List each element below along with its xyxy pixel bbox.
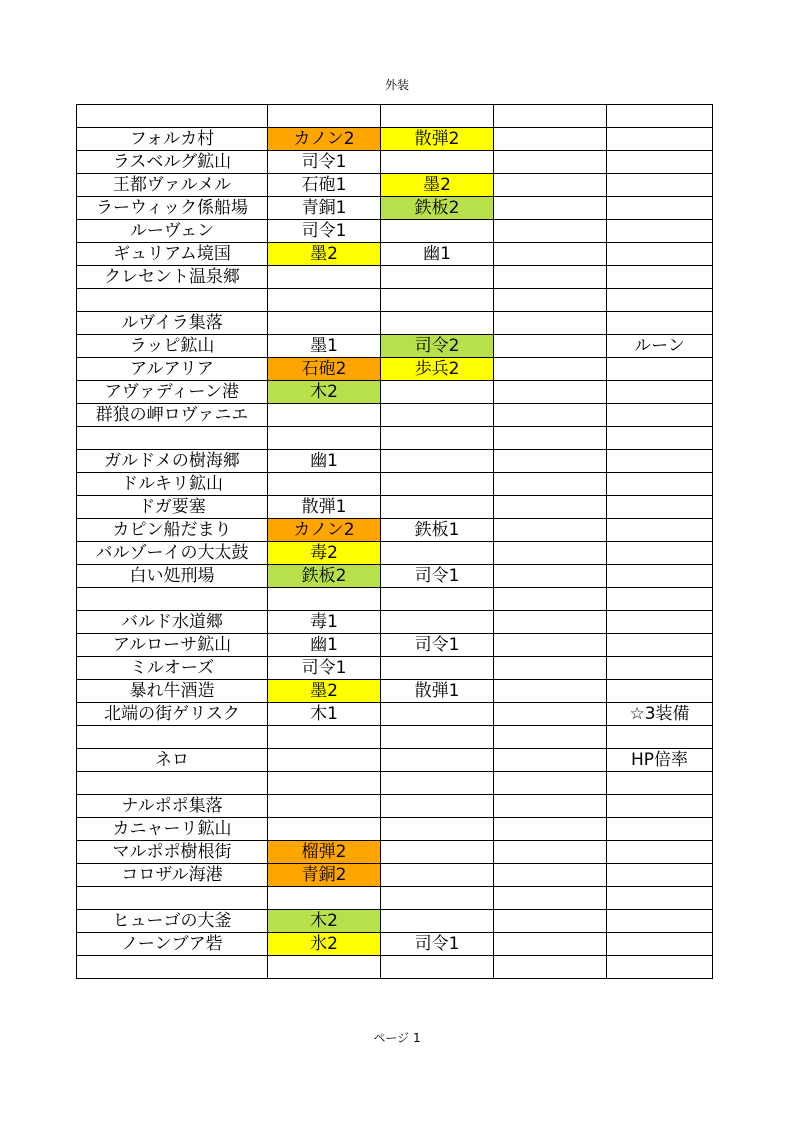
table-cell[interactable] (607, 519, 713, 542)
location-cell[interactable]: カニャーリ鉱山 (77, 818, 268, 841)
table-cell[interactable] (268, 795, 381, 818)
table-row (77, 358, 713, 381)
table-cell[interactable] (381, 726, 494, 749)
table-cell[interactable] (381, 450, 494, 473)
table-cell[interactable] (494, 496, 607, 519)
page-footer: ページ 1 (373, 1031, 421, 1045)
table-cell[interactable] (381, 864, 494, 887)
location-cell[interactable]: ノーンブア砦 (77, 933, 268, 956)
location-cell[interactable]: アヴァディーン港 (77, 381, 268, 404)
table-cell[interactable] (381, 749, 494, 772)
location-cell[interactable]: ラスベルグ鉱山 (77, 151, 268, 174)
table-cell[interactable]: 司令1 (381, 634, 494, 657)
table-cell[interactable] (381, 542, 494, 565)
table-cell[interactable] (268, 266, 381, 289)
table-row (77, 864, 713, 887)
table-cell[interactable]: 石砲2 (268, 358, 381, 381)
table-row (77, 450, 713, 473)
table-cell[interactable]: 鉄板2 (268, 565, 381, 588)
table-cell[interactable] (381, 841, 494, 864)
table-cell[interactable] (607, 910, 713, 933)
table-cell[interactable] (607, 657, 713, 680)
table-cell[interactable]: 木2 (268, 910, 381, 933)
table-cell[interactable] (494, 404, 607, 427)
table-cell[interactable]: ☆3装備 (607, 703, 713, 726)
table-row (77, 933, 713, 956)
table-cell[interactable] (607, 818, 713, 841)
table-cell[interactable]: 木1 (268, 703, 381, 726)
table-cell[interactable] (607, 772, 713, 795)
table-cell[interactable] (607, 611, 713, 634)
location-cell[interactable]: 北端の街ゲリスク (77, 703, 268, 726)
table-cell[interactable]: 司令1 (268, 657, 381, 680)
table-cell[interactable] (494, 680, 607, 703)
table-cell[interactable] (268, 289, 381, 312)
table-row (77, 611, 713, 634)
table-cell[interactable]: 木2 (268, 381, 381, 404)
table-row (77, 818, 713, 841)
table-cell[interactable]: 氷2 (268, 933, 381, 956)
table-cell[interactable] (494, 335, 607, 358)
table-cell[interactable] (607, 680, 713, 703)
table-cell[interactable] (381, 473, 494, 496)
table-cell[interactable] (607, 266, 713, 289)
location-cell[interactable]: 白い処刑場 (77, 565, 268, 588)
table-cell[interactable] (607, 220, 713, 243)
location-cell[interactable]: ドルキリ鉱山 (77, 473, 268, 496)
table-cell[interactable] (381, 611, 494, 634)
table-row (77, 726, 713, 749)
table-cell[interactable]: カノン2 (268, 128, 381, 151)
table-cell[interactable]: 幽1 (268, 450, 381, 473)
table-cell[interactable] (607, 588, 713, 611)
table-cell[interactable]: 墨2 (381, 174, 494, 197)
table-cell[interactable] (494, 519, 607, 542)
table-row (77, 266, 713, 289)
spreadsheet-table (76, 104, 713, 979)
location-cell[interactable]: バルド水道郷 (77, 611, 268, 634)
table-row (77, 795, 713, 818)
location-cell[interactable]: 群狼の岬ロヴァニエ (77, 404, 268, 427)
table-cell[interactable] (381, 795, 494, 818)
table-cell[interactable] (607, 864, 713, 887)
table-cell[interactable] (494, 243, 607, 266)
table-row (77, 312, 713, 335)
table-row (77, 335, 713, 358)
location-cell[interactable] (77, 956, 268, 979)
table-cell[interactable] (607, 197, 713, 220)
table-cell[interactable] (268, 105, 381, 128)
table-cell[interactable] (381, 657, 494, 680)
table-cell[interactable] (494, 473, 607, 496)
table-cell[interactable] (381, 312, 494, 335)
location-cell[interactable]: クレセント温泉郷 (77, 266, 268, 289)
location-cell[interactable] (77, 772, 268, 795)
table-cell[interactable] (381, 703, 494, 726)
table-cell[interactable]: 墨1 (268, 335, 381, 358)
table-cell[interactable] (268, 956, 381, 979)
table-cell[interactable] (607, 956, 713, 979)
location-cell[interactable]: ドガ要塞 (77, 496, 268, 519)
table-row (77, 841, 713, 864)
table-cell[interactable]: 青銅1 (268, 197, 381, 220)
table-cell[interactable] (494, 841, 607, 864)
table-cell[interactable]: 毒1 (268, 611, 381, 634)
table-body (77, 105, 713, 979)
table-cell[interactable] (494, 795, 607, 818)
table-cell[interactable] (268, 818, 381, 841)
table-cell[interactable] (381, 151, 494, 174)
location-cell[interactable]: ネロ (77, 749, 268, 772)
location-cell[interactable]: アルローサ鉱山 (77, 634, 268, 657)
table-cell[interactable] (381, 772, 494, 795)
location-cell[interactable]: ラッピ鉱山 (77, 335, 268, 358)
table-cell[interactable] (268, 772, 381, 795)
location-cell[interactable]: マルポポ樹根街 (77, 841, 268, 864)
table-cell[interactable] (607, 726, 713, 749)
location-cell[interactable]: フォルカ村 (77, 128, 268, 151)
table-row (77, 496, 713, 519)
table-cell[interactable] (494, 887, 607, 910)
table-cell[interactable]: 司令1 (268, 220, 381, 243)
table-cell[interactable] (494, 197, 607, 220)
location-cell[interactable]: ナルポポ集落 (77, 795, 268, 818)
page-header: 外装 (384, 78, 409, 92)
table-cell[interactable] (494, 657, 607, 680)
table-cell[interactable] (381, 289, 494, 312)
table-row (77, 749, 713, 772)
table-cell[interactable] (381, 910, 494, 933)
table-cell[interactable]: 散弾1 (381, 680, 494, 703)
table-cell[interactable] (268, 473, 381, 496)
location-cell[interactable]: コロザル海港 (77, 864, 268, 887)
table-cell[interactable] (607, 496, 713, 519)
table-cell[interactable]: 司令2 (381, 335, 494, 358)
table-cell[interactable] (494, 864, 607, 887)
location-cell[interactable] (77, 427, 268, 450)
location-cell[interactable]: ガルドメの樹海郷 (77, 450, 268, 473)
table-cell[interactable] (607, 887, 713, 910)
table-row (77, 473, 713, 496)
table-cell[interactable] (494, 749, 607, 772)
table-row (77, 151, 713, 174)
table-cell[interactable] (494, 220, 607, 243)
location-cell[interactable] (77, 289, 268, 312)
table-cell[interactable] (268, 726, 381, 749)
table-cell[interactable] (381, 427, 494, 450)
table-row (77, 105, 713, 128)
location-cell[interactable]: 王都ヴァルメル (77, 174, 268, 197)
table-cell[interactable] (494, 703, 607, 726)
location-cell[interactable]: 暴れ牛酒造 (77, 680, 268, 703)
table-cell[interactable]: 幽1 (381, 243, 494, 266)
table-cell[interactable]: 毒2 (268, 542, 381, 565)
table-row (77, 220, 713, 243)
table-cell[interactable]: 墨2 (268, 243, 381, 266)
table-cell[interactable] (607, 450, 713, 473)
table-cell[interactable]: 司令1 (381, 565, 494, 588)
table-cell[interactable] (381, 887, 494, 910)
table-cell[interactable]: 青銅2 (268, 864, 381, 887)
table-row (77, 427, 713, 450)
table-cell[interactable] (607, 565, 713, 588)
table-cell[interactable]: カノン2 (268, 519, 381, 542)
table-row (77, 956, 713, 979)
table-cell[interactable] (494, 105, 607, 128)
table-row (77, 588, 713, 611)
table-cell[interactable]: 鉄板1 (381, 519, 494, 542)
location-cell[interactable]: ギュリアム境国 (77, 243, 268, 266)
table-cell[interactable] (494, 128, 607, 151)
location-cell[interactable]: ミルオーズ (77, 657, 268, 680)
location-cell[interactable] (77, 588, 268, 611)
table-cell[interactable] (494, 634, 607, 657)
table-cell[interactable] (607, 795, 713, 818)
table-cell[interactable] (494, 565, 607, 588)
table-cell[interactable] (607, 358, 713, 381)
table-cell[interactable] (494, 542, 607, 565)
table-cell[interactable]: 石砲1 (268, 174, 381, 197)
table-cell[interactable] (607, 634, 713, 657)
table-cell[interactable] (494, 588, 607, 611)
table-cell[interactable] (607, 289, 713, 312)
table-cell[interactable]: 散弾1 (268, 496, 381, 519)
table-cell[interactable] (494, 956, 607, 979)
location-cell[interactable]: ラーウィック係船場 (77, 197, 268, 220)
table-cell[interactable] (381, 220, 494, 243)
location-cell[interactable]: カピン船だまり (77, 519, 268, 542)
table-cell[interactable] (381, 266, 494, 289)
table-cell[interactable]: 歩兵2 (381, 358, 494, 381)
location-cell[interactable]: ヒューゴの大釜 (77, 910, 268, 933)
table-cell[interactable] (494, 266, 607, 289)
table-cell[interactable]: 散弾2 (381, 128, 494, 151)
table-cell[interactable]: HP倍率 (607, 749, 713, 772)
table-cell[interactable] (381, 956, 494, 979)
table-row (77, 657, 713, 680)
table-cell[interactable] (607, 381, 713, 404)
table-cell[interactable] (494, 151, 607, 174)
table-row (77, 910, 713, 933)
table-cell[interactable] (494, 381, 607, 404)
table-cell[interactable] (268, 312, 381, 335)
location-cell[interactable] (77, 887, 268, 910)
table-row (77, 174, 713, 197)
table-cell[interactable]: 榴弾2 (268, 841, 381, 864)
location-cell[interactable] (77, 105, 268, 128)
table-row (77, 128, 713, 151)
table-cell[interactable] (381, 818, 494, 841)
table-cell[interactable] (268, 404, 381, 427)
table-row (77, 381, 713, 404)
table-row (77, 772, 713, 795)
table-row (77, 404, 713, 427)
table-cell[interactable] (607, 473, 713, 496)
table-cell[interactable] (381, 588, 494, 611)
table-cell[interactable] (494, 611, 607, 634)
location-cell[interactable]: ルヴイラ集落 (77, 312, 268, 335)
table-cell[interactable] (494, 174, 607, 197)
table-row (77, 289, 713, 312)
table-cell[interactable] (607, 312, 713, 335)
table-cell[interactable] (607, 105, 713, 128)
table-cell[interactable]: ルーン (607, 335, 713, 358)
table-cell[interactable] (381, 381, 494, 404)
table-row (77, 680, 713, 703)
table-cell[interactable] (494, 450, 607, 473)
table-cell[interactable] (607, 243, 713, 266)
table-row (77, 542, 713, 565)
table-row (77, 887, 713, 910)
table-row (77, 243, 713, 266)
table-cell[interactable]: 墨2 (268, 680, 381, 703)
table-cell[interactable] (494, 910, 607, 933)
table-cell[interactable] (494, 933, 607, 956)
table-cell[interactable] (268, 887, 381, 910)
table-cell[interactable] (494, 312, 607, 335)
table-cell[interactable] (607, 542, 713, 565)
table-row (77, 197, 713, 220)
table-row (77, 565, 713, 588)
table-cell[interactable] (607, 128, 713, 151)
table-cell[interactable] (494, 772, 607, 795)
table-cell[interactable] (268, 749, 381, 772)
table-cell[interactable] (607, 404, 713, 427)
table-row (77, 703, 713, 726)
location-cell[interactable]: アルアリア (77, 358, 268, 381)
table-cell[interactable]: 鉄板2 (381, 197, 494, 220)
table-cell[interactable] (607, 841, 713, 864)
table-cell[interactable] (494, 726, 607, 749)
table-cell[interactable] (268, 427, 381, 450)
table-cell[interactable]: 司令1 (381, 933, 494, 956)
table-cell[interactable] (607, 174, 713, 197)
table-row (77, 634, 713, 657)
table-cell[interactable] (607, 427, 713, 450)
table-cell[interactable] (268, 588, 381, 611)
location-cell[interactable]: バルゾーイの大太鼓 (77, 542, 268, 565)
table-cell[interactable] (607, 151, 713, 174)
table-row (77, 519, 713, 542)
table-cell[interactable]: 幽1 (268, 634, 381, 657)
table-cell[interactable] (494, 358, 607, 381)
table-cell[interactable] (494, 818, 607, 841)
table-cell[interactable] (381, 404, 494, 427)
table-cell[interactable]: 司令1 (268, 151, 381, 174)
table-cell[interactable] (607, 933, 713, 956)
table-cell[interactable] (494, 289, 607, 312)
table-cell[interactable] (494, 427, 607, 450)
table-cell[interactable] (381, 105, 494, 128)
table-cell[interactable] (381, 496, 494, 519)
location-cell[interactable] (77, 726, 268, 749)
location-cell[interactable]: ルーヴェン (77, 220, 268, 243)
